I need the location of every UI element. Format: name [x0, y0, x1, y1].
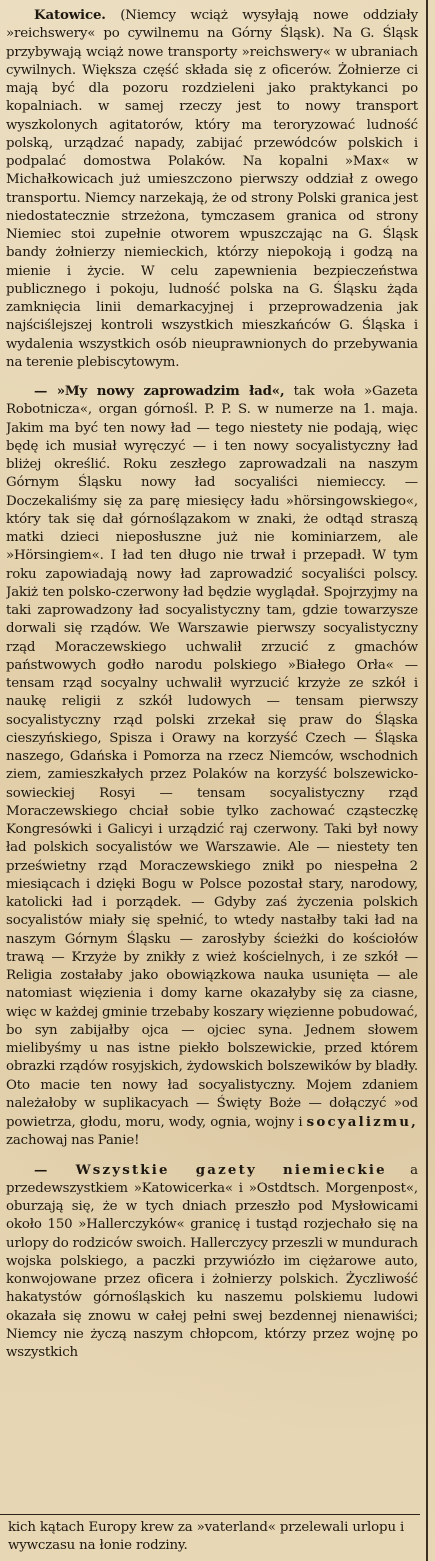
article-gazety-niemieckie [6, 1161, 418, 1363]
column-rule [426, 0, 428, 1561]
article-lead: — Wszystkie gazety niemieckie [34, 1161, 387, 1178]
article-body: (Niemcy wciąż wysyłają nowe oddziały »reichswery« po cywilnemu na Górny Śląsk). Na G. Śląsk przybywają wciąż nowe transporty »reichswery« w ubraniach cywilnych. Większa część składa się z oficerów. Żołnierze ci mają być dla pozoru rozdzieleni jako praktykanci po kopalniach. w samej rzeczy jest to nowy transport wyszkolonych agitatorów, który ma teroryzować ludność polską, urządzać napady, zabijać przewódców polskich i podpalać domostwa Polaków. Na kopalni »Max« w Michałkowicach już umieszczono pierwszy oddział z owego transportu. Niemcy narzekają, że od strony Polski granica jest niedostatecznie strzeżona, tymczasem granica od strony Niemiec stoi zupełnie otworem wpuszczając na G. Śląsk bandy żołnierzy niemieckich, którzy niepokoją i godzą na mienie i życie. W celu zapewnienia bezpieczeństwa publicznego i pokoju, ludność polska na G. Śląsku żąda zamknięcia linii demarkacyjnej i przeprowadzenia jak najściślejszej kontroli wszystkich mieszkańców G. Śląska i wydalenia wszystkich osób nieuprawnionych do przebywania na terenie plebiscytowym. [6, 8, 418, 370]
article-body: tak woła »Gazeta Robotnicza«, organ górnośl. P. P. S. w numerze na 1. maja. Jakim ma być ten nowy ład — tego niestety nie podają, więc będę ich musiał wyręczyć — i ten nowy socyalistyczny ład bliżej określić. Roku zeszłego zaprowadzali na naszym Górnym Śląsku nowy ład socyaliści niemieccy. — Doczekaliśmy się za parę miesięcy ładu »hörsingowskiego«, który tak się dał górnoślązakom w znaki, że odtąd straszą matki dzieci nieposłuszne już nie kominiarzem, ale »Hörsingiem«. I ład ten długo nie trwał i przepadł. W tym roku zapowiadają nowy ład zaprowadzić socyaliści polscy. Jakiż ten polsko-czerwony ład będzie wyglądał. Spojrzyjmy na taki zaprowadzony ład socyalistyczny tam, gdzie towarzysze dorwali się rządów. We Warszawie pierwszy socyalistyczny rząd Moraczewskiego uchwalił zrzucić z gmachów państwowych godło narodu polskiego »Białego Orła« — tensam rząd socyalny uchwalił wyrzucić krzyże ze szkół i naukę religii z szkół ludowych — tensam pierwszy socyalistyczny rząd polski zrzekał się praw do Śląska cieszyńskiego, Spisza i Orawy na korzyść Czech — Śląska naszego, Gdańska i Pomorza na rzecz Niemców, wschodnich ziem, zamieszkałych przez Polaków na korzyść bolszewicko-sowieckiej Rosyi — tensam socyalistyczny rząd Moraczewskiego chciał sobie tylko zachować cząsteczkę Kongresówki i Galicyi i urządzić raj czerwony. Taki był nowy ład polskich socyalistów we Warszawie. Ale — niestety ten prześwietny rząd Moraczewskiego znikł po niespełna 2 miesiącach i dzięki Bogu w Polsce pozostał stary, narodowy, katolicki ład i porządek. — Gdyby zaś życzenia polskich socyalistów miały się spełnić, to wtedy nastałby taki ład na naszym Górnym Śląsku — zarosłyby ścieżki do kościołów trawą — Krzyże by znikły z wież kościelnych, i ze szkół — Religia zostałaby jako obowiązkowa nauka usunięta — ale natomiast więzienia i domy karne okazałyby się za ciasne, więc w każdej gminie trzebaby koszary więzienne pobudować, bo syn zabijałby ojca — ojciec syna. Jednem słowem mielibyśmy u nas istne piekło bolszewickie, przed którem obrazki rządów rosyjskich, żydowskich bolszewików by bladły. Oto macie ten nowy ład socyalistyczny. Mojem zdaniem należałoby w suplikacyach — Święty Boże — dołączyć »od powietrza, głodu, moru, wody, ognia, wojny i [6, 384, 418, 1130]
continued-text: kich kątach Europy krew za »vaterland« przelewali urlopu i wywczasu na łonie rodziny. [8, 1520, 405, 1554]
article-katowice [6, 6, 418, 372]
article-body: a przedewszystkiem »Katowicerka« i »Ostdtsch. Morgenpost«, oburzają się, że w tych dniach przeszło pod Mysłowicami około 150 »Hallerczyków« granicę i tustąd rozjechało się na urlopy do rodziców swoich. Hallerczycy przeszli w mundurach wojska polskiego, a paczki przywiózło im ciężarowe auto, konwojowane przez oficera i żołnierzy polskich. Życzliwość hakatystów górnośląskich ku naszemu polskiemu ludowi okazała się znowu w całej pełni swej bezdennej nienawiści; Niemcy nie życzą naszym chłopcom, którzy przez wojnę po wszystkich [6, 1162, 418, 1360]
article-closing: zachowaj nas Panie! [6, 1133, 140, 1149]
article-lead: — »My nowy zaprowadzim ład«, [34, 383, 285, 399]
article-nowy-lad [6, 382, 418, 1151]
news-column [6, 6, 422, 1514]
article-lead: Katowice. [34, 7, 106, 23]
column-break-rule [0, 1514, 420, 1515]
emphasized-word: socyalizmu, [306, 1114, 418, 1130]
